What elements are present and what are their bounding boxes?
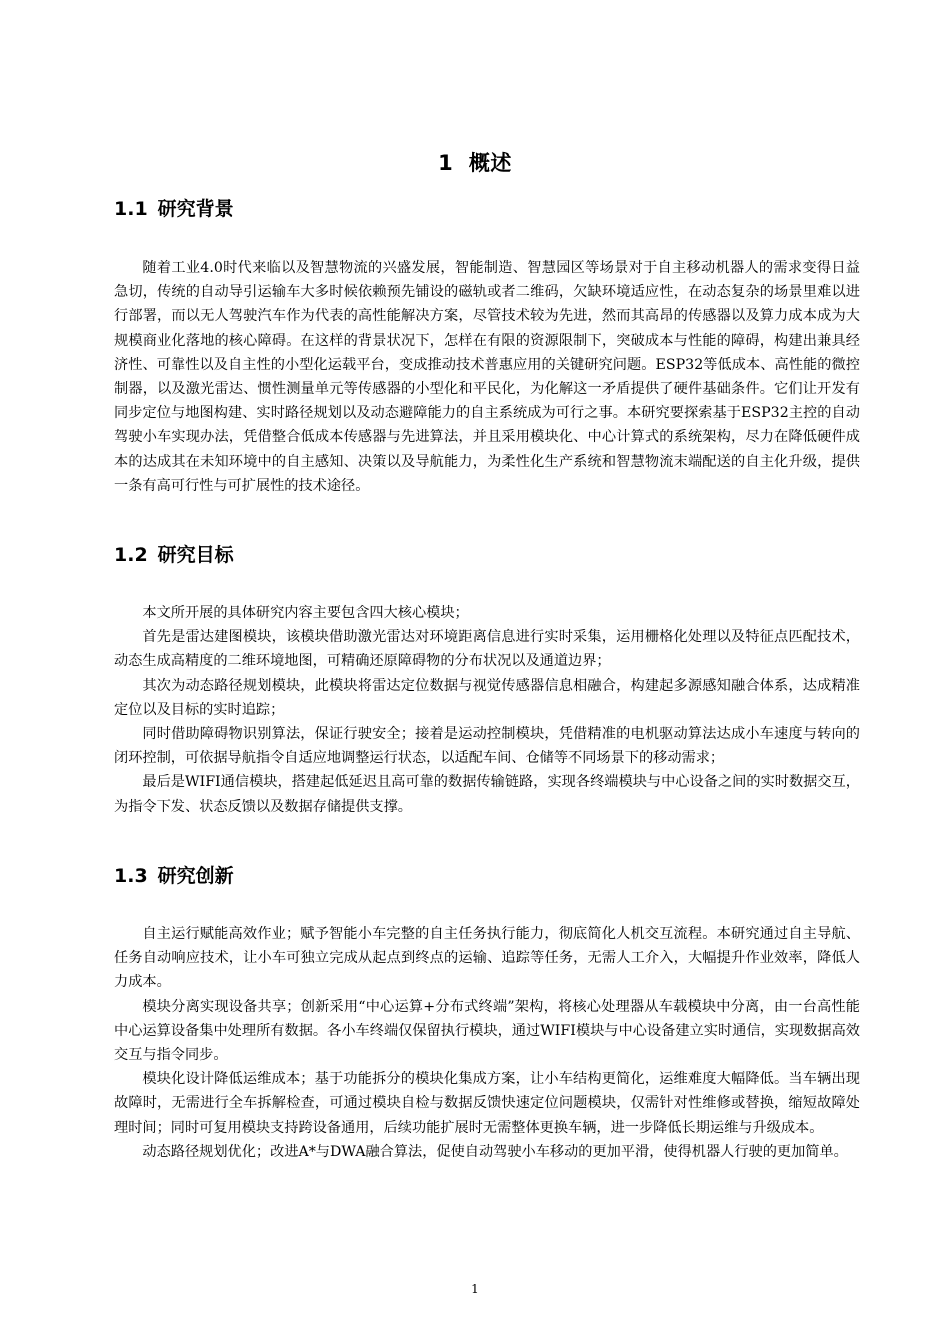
paragraph: 首先是雷达建图模块，该模块借助激光雷达对环境距离信息进行实时采集，运用栅格化处理以及特征点匹配技术，动态生成高精度的二维环境地图，可精确还原障碍物的分布状况以及通道边界； <box>114 629 860 670</box>
section-body-background <box>114 256 860 498</box>
section-number: 1.2 <box>114 544 148 566</box>
paragraph: 最后是WIFI通信模块，搭建起低延迟且高可靠的数据传输链路，实现各终端模块与中心设备之间的实时数据交互，为指令下发、状态反馈以及数据存储提供支撑。 <box>114 774 860 815</box>
paragraph: 模块化设计降低运维成本；基于功能拆分的模块化集成方案，让小车结构更简化，运维难度大幅降低。当车辆出现故障时，无需进行全车拆解检查，可通过模块自检与数据反馈快速定位问题模块，仅需针对性维修或替换，缩短故障处理时间；同时可复用模块支持跨设备通用，后续功能扩展时无需整体更换车辆，进一步降低长期运维与升级成本。 <box>114 1071 860 1136</box>
paragraph: 同时借助障碍物识别算法，保证行驶安全；接着是运动控制模块，凭借精准的电机驱动算法达成小车速度与转向的闭环控制，可依据导航指令自适应地调整运行状态，以适配车间、仓储等不同场景下的移动需求； <box>114 726 860 767</box>
section-title: 研究背景 <box>157 198 234 220</box>
section-heading-innovation <box>114 862 234 890</box>
section-body-innovation <box>114 922 860 1164</box>
chapter-title <box>0 148 950 178</box>
section-body-goals <box>114 601 860 819</box>
paragraph: 自主运行赋能高效作业；赋予智能小车完整的自主任务执行能力，彻底简化人机交互流程。本研究通过自主导航、任务自动响应技术，让小车可独立完成从起点到终点的运输、追踪等任务，无需人工介入，大幅提升作业效率，降低人力成本。 <box>114 926 860 991</box>
paragraph: 本文所开展的具体研究内容主要包含四大核心模块； <box>142 605 469 621</box>
page-number: 1 <box>471 1282 479 1296</box>
paragraph: 模块分离实现设备共享；创新采用“中心运算+分布式终端”架构，将核心处理器从车载模块中分离，由一台高性能中心运算设备集中处理所有数据。各小车终端仅保留执行模块，通过WIFI模块与中心设备建立实时通信，实现数据高效交互与指令同步。 <box>114 998 860 1064</box>
paragraph: 其次为动态路径规划模块，此模块将雷达定位数据与视觉传感器信息相融合，构建起多源感知融合体系，达成精准定位以及目标的实时追踪； <box>114 677 860 718</box>
section-heading-goals <box>114 541 234 569</box>
section-number: 1.1 <box>114 198 148 220</box>
chapter-title-text: 概述 <box>468 151 512 175</box>
section-title: 研究创新 <box>157 865 234 887</box>
paragraph: 随着工业4.0时代来临以及智慧物流的兴盛发展，智能制造、智慧园区等场景对于自主移动机器人的需求变得日益急切，传统的自动导引运输车大多时候依赖预先铺设的磁轨或者二维码，欠缺环境适应性，在动态复杂的场景里难以进行部署，而以无人驾驶汽车作为代表的高性能解决方案，尽管技术较为先进，然而其高昂的传感器以及算力成本成为大规模商业化落地的核心障碍。在这样的背景状况下，怎样在有限的资源限制下，突破成本与性能的障碍，构建出兼具经济性、可靠性以及自主性的小型化运载平台，变成推动技术普惠应用的关键研究问题。ESP32等低成本、高性能的微控制器，以及激光雷达、惯性测量单元等传感器的小型化和平民化，为化解这一矛盾提供了硬件基础条件。它们让开发有同步定位与地图构建、实时路径规划以及动态避障能力的自主系统成为可行之事。本研究要探索基于ESP32主控的自动驾驶小车实现办法，凭借整合低成本传感器与先进算法，并且采用模块化、中心计算式的系统架构，尽力在降低硬件成本的达成其在未知环境中的自主感知、决策以及导航能力，为柔性化生产系统和智慧物流末端配送的自主化升级，提供一条有高可行性与可扩展性的技术途径。 <box>114 260 860 494</box>
section-heading-background <box>114 195 234 223</box>
paragraph: 动态路径规划优化；改进A*与DWA融合算法，促使自动驾驶小车移动的更加平滑，使得机器人行驶的更加简单。 <box>142 1143 848 1160</box>
section-title: 研究目标 <box>157 544 234 566</box>
section-number: 1.3 <box>114 865 148 887</box>
chapter-number: 1 <box>438 151 454 175</box>
